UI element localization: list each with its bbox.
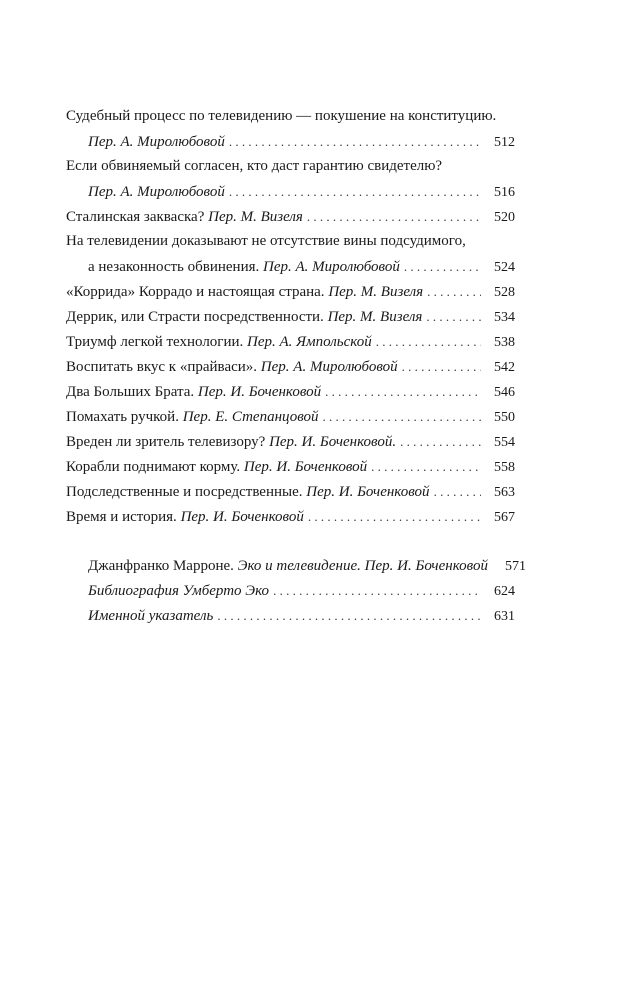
leader-dots (308, 504, 481, 529)
toc-entry-title: Деррик, или Страсти посредственности. (66, 309, 324, 325)
toc-entry (66, 304, 515, 329)
toc-entry-translator: Пер. А. Ямпольской (247, 334, 372, 350)
toc-entry-title: Помахать ручкой. (66, 409, 179, 425)
toc-entry-title: Воспитать вкус к «прайваси». (66, 359, 258, 375)
toc-entry (66, 429, 515, 454)
leader-dots (426, 304, 481, 329)
toc-entry-title: а незаконность обвинения. (88, 259, 260, 275)
toc-entry-title: Корабли поднимают корму. (66, 459, 241, 475)
toc-entry-page: 524 (494, 260, 515, 275)
toc-entry-translator: Пер. А. Миролюбовой (88, 134, 225, 150)
toc-entry (66, 479, 515, 504)
toc-entry (66, 354, 515, 379)
toc-entry-page: 631 (494, 609, 515, 624)
toc-entry-title: Подследственные и посредственные. (66, 484, 303, 500)
toc-entry (66, 578, 515, 603)
toc-entry-page: 567 (494, 510, 515, 525)
leader-dots (217, 603, 481, 628)
toc-entry-title: Триумф легкой технологии. (66, 334, 244, 350)
toc-entry-title: Два Больших Брата. (66, 384, 195, 400)
toc-entry-translator: Именной указатель (88, 608, 214, 624)
toc-entry-page: 558 (494, 460, 515, 475)
toc-entry-title: Время и история. (66, 509, 177, 525)
toc-entry (66, 379, 515, 404)
toc-entry-title: «Коррида» Коррадо и настоящая страна. (66, 284, 325, 300)
toc-entry-page: 542 (494, 360, 515, 375)
leader-dots (434, 479, 481, 504)
leader-dots (323, 404, 481, 429)
toc-entry-title: На телевидении доказывают не отсутствие вины подсудимого, (66, 233, 466, 249)
toc-title-line (66, 229, 515, 254)
toc-entry (66, 504, 515, 529)
appendix-section (66, 553, 526, 628)
toc-entry-translator: Пер. И. Боченковой (197, 384, 322, 400)
toc-title-line (66, 104, 515, 129)
leader-dots (307, 204, 481, 229)
toc-entry (66, 553, 526, 578)
leader-dots (325, 379, 481, 404)
toc-entry-translator: Пер. М. Визеля (208, 209, 303, 225)
toc-entry (66, 603, 515, 628)
toc-entry-translator: Пер. Е. Степанцовой (182, 409, 319, 425)
toc-entry (66, 329, 515, 354)
toc-entry-translator: Пер. М. Визеля (328, 284, 424, 300)
toc-entry (66, 129, 515, 154)
toc-entry-translator: Пер. А. Миролюбовой (88, 184, 225, 200)
toc-entry-page: 624 (494, 584, 515, 599)
leader-dots (404, 254, 481, 279)
toc-entry-page: 520 (494, 210, 515, 225)
toc-entry-translator: Пер. И. Боченковой (306, 484, 430, 500)
leader-dots (273, 578, 481, 603)
toc-entry-translator: Пер. И. Боченковой (243, 459, 368, 475)
toc-entry-title: Если обвиняемый согласен, кто даст гарантию свидетелю? (66, 158, 443, 174)
table-of-contents (66, 104, 526, 628)
toc-entry-page: 528 (494, 285, 515, 300)
toc-entry (66, 204, 515, 229)
toc-entry-page: 563 (494, 485, 515, 500)
toc-entry-title: Вреден ли зритель телевизору? (66, 434, 266, 450)
toc-entry (66, 179, 515, 204)
toc-entry-page: 534 (494, 310, 515, 325)
toc-entry-page: 538 (494, 335, 515, 350)
toc-entry-translator: Эко и телевидение. Пер. И. Боченковой (237, 558, 488, 574)
toc-entry-page: 554 (494, 435, 515, 450)
toc-title-line (66, 154, 515, 179)
toc-entry-page: 512 (494, 135, 515, 150)
toc-entry-title: Судебный процесс по телевидению — покушение на конституцию. (66, 108, 497, 124)
toc-entry-page: 546 (494, 385, 515, 400)
leader-dots (427, 279, 481, 304)
toc-entry (66, 279, 515, 304)
toc-entry-page: 571 (504, 559, 526, 574)
toc-entry-page: 516 (494, 185, 515, 200)
toc-entry-translator: Пер. А. Миролюбовой (263, 259, 400, 275)
toc-entry-translator: Пер. М. Визеля (327, 309, 423, 325)
toc-entry (66, 454, 515, 479)
toc-entry-translator: Библиография Умберто Эко (88, 583, 270, 599)
toc-entry-translator: Пер. И. Боченковой (180, 509, 304, 525)
toc-entry-page: 550 (494, 410, 515, 425)
toc-entry-title: Сталинская закваска? (66, 209, 205, 225)
toc-entry-translator: Пер. И. Боченковой. (269, 434, 397, 450)
section-gap (66, 529, 515, 553)
leader-dots (229, 179, 481, 204)
leader-dots (400, 429, 481, 454)
leader-dots (402, 354, 481, 379)
leader-dots (371, 454, 481, 479)
leader-dots (229, 129, 481, 154)
toc-entry (66, 254, 515, 279)
toc-entry (66, 404, 515, 429)
toc-entry-title: Джанфранко Марроне. (88, 558, 234, 574)
leader-dots (376, 329, 481, 354)
toc-entry-translator: Пер. А. Миролюбовой (260, 359, 398, 375)
